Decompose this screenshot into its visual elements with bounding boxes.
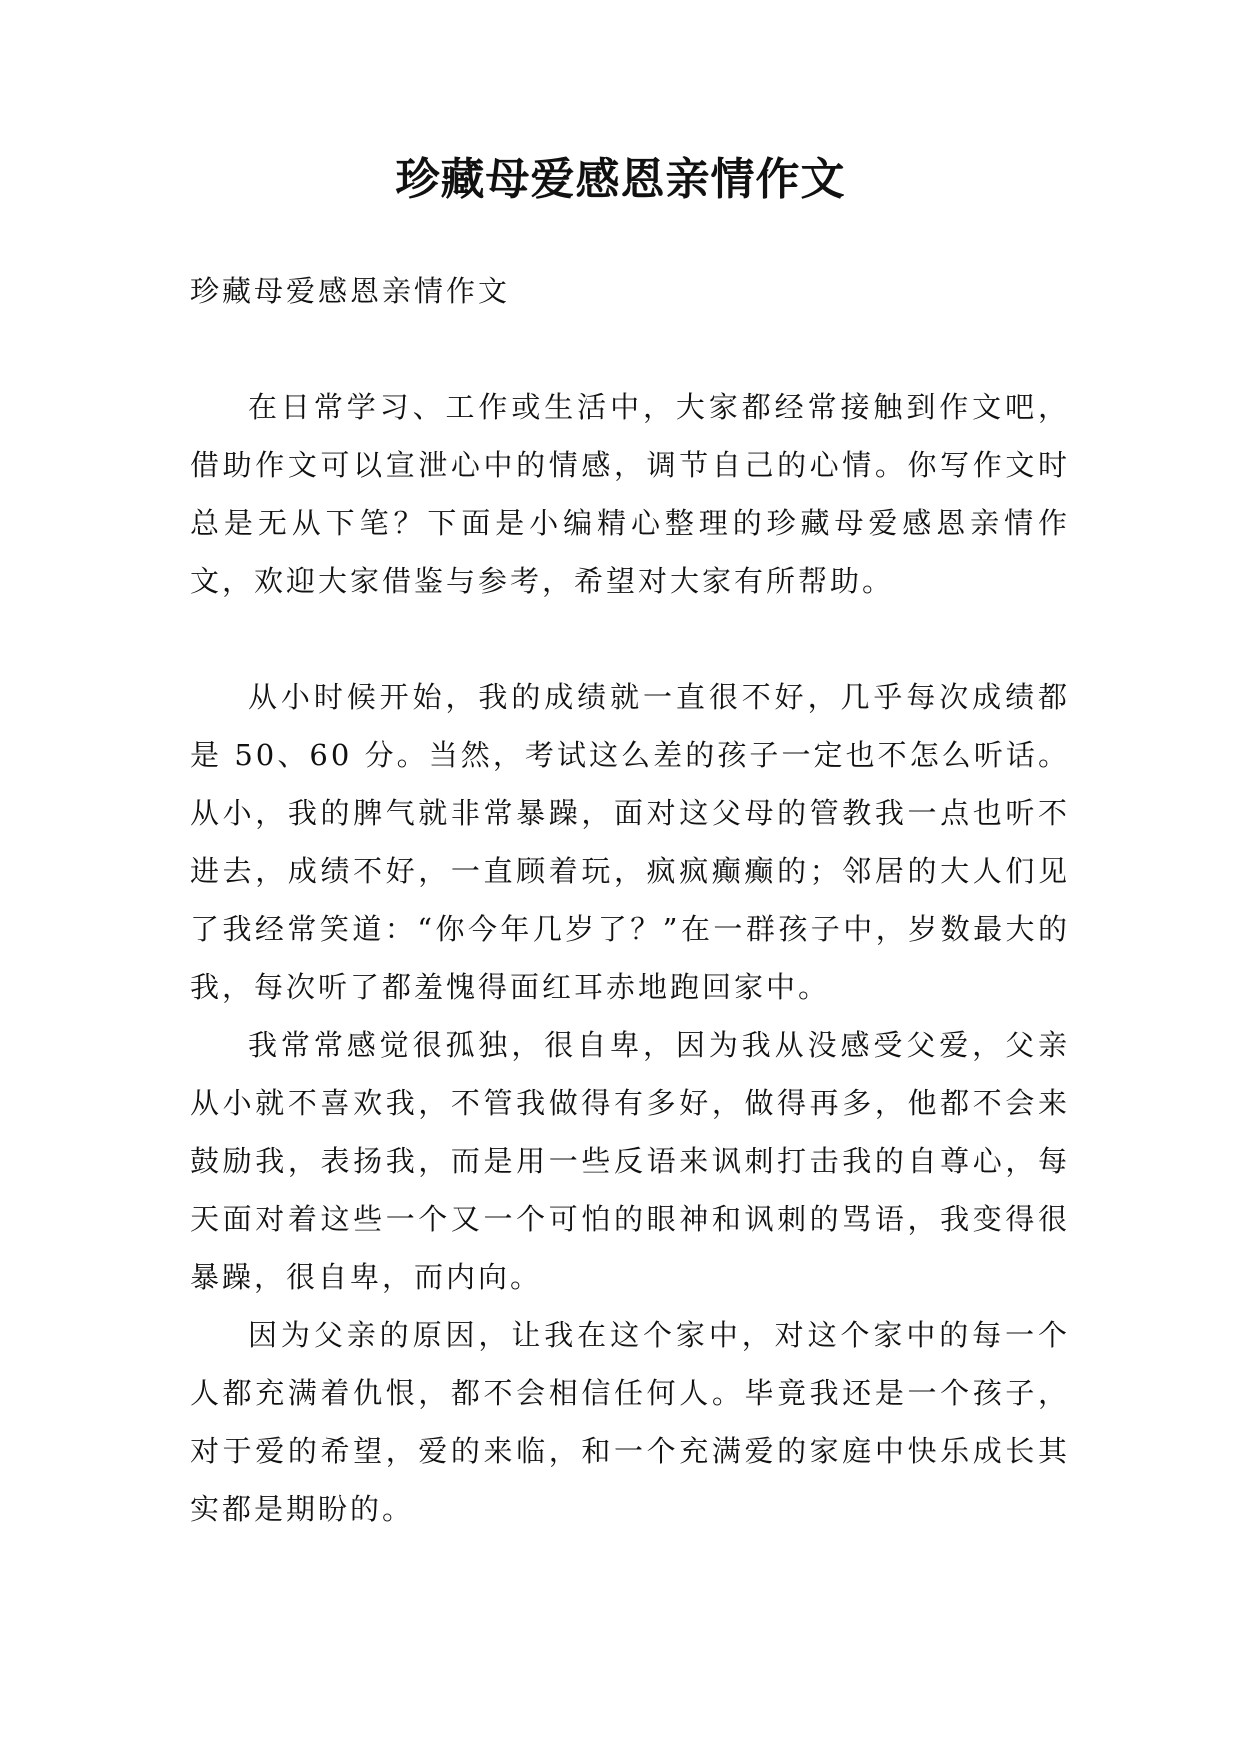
document-body — [190, 262, 1070, 1538]
document-subtitle: 珍藏母爱感恩亲情作文 — [190, 274, 511, 308]
paragraph-childhood: 从小时候开始，我的成绩就一直很不好，几乎每次成绩都是 50、60 分。当然，考试这么差的孩子一定也不怎么听话。从小，我的脾气就非常暴躁，面对这父母的管教我一点也听不进去，成绩不好，一直顾着玩，疯疯癫癫的；邻居的大人们见了我经常笑道：“你今年几岁了？”在一群孩子中，岁数最大的我，每次听了都羞愧得面红耳赤地跑回家中。 — [190, 680, 1070, 1004]
document-title: 珍藏母爱感恩亲情作文 — [395, 154, 846, 205]
paragraph-loneliness: 我常常感觉很孤独，很自卑，因为我从没感受父爱，父亲从小就不喜欢我，不管我做得有多好，做得再多，他都不会来鼓励我，表扬我，而是用一些反语来讽刺打击我的自尊心，每天面对着这些一个又一个可怕的眼神和讽刺的骂语，我变得很暴躁，很自卑，而内向。 — [190, 1028, 1070, 1294]
paragraph-intro: 在日常学习、工作或生活中，大家都经常接触到作文吧，借助作文可以宣泄心中的情感，调节自己的心情。你写作文时总是无从下笔？下面是小编精心整理的珍藏母爱感恩亲情作文，欢迎大家借鉴与参考，希望对大家有所帮助。 — [190, 390, 1070, 598]
paragraph-father: 因为父亲的原因，让我在这个家中，对这个家中的每一个人都充满着仇恨，都不会相信任何人。毕竟我还是一个孩子，对于爱的希望，爱的来临，和一个充满爱的家庭中快乐成长其实都是期盼的。 — [190, 1318, 1070, 1526]
